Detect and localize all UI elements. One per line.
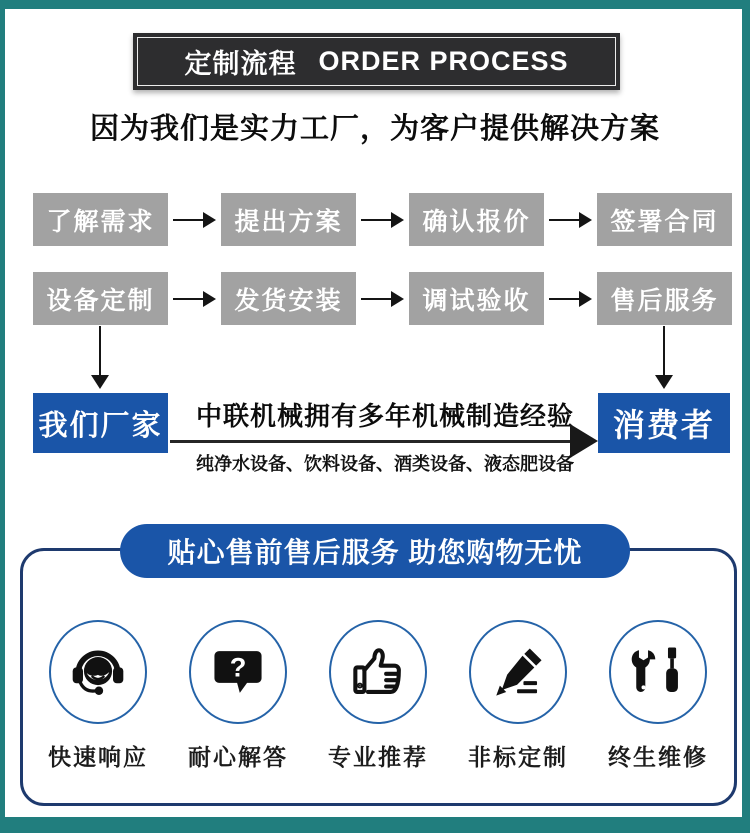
frame-bottom (0, 817, 750, 833)
flow-step: 调试验收 (409, 272, 544, 325)
service-item (448, 620, 588, 772)
service-label: 快速响应 (48, 744, 148, 770)
service-label: 专业推荐 (328, 744, 428, 770)
flow-step: 设备定制 (33, 272, 168, 325)
arrow-right-icon (356, 291, 409, 307)
section-title-en: ORDER PROCESS (318, 46, 569, 76)
arrow-right-icon (168, 212, 221, 228)
consumer-box: 消费者 (598, 393, 730, 453)
arrow-down-icon (90, 326, 110, 389)
arrow-right-icon (168, 291, 221, 307)
factory-to-consumer-arrow-line (170, 440, 572, 443)
flow-step: 售后服务 (597, 272, 732, 325)
flow-step: 提出方案 (221, 193, 356, 246)
service-items-row (28, 620, 728, 772)
flow-step: 发货安装 (221, 272, 356, 325)
flow-row-1 (33, 193, 732, 246)
arrow-right-icon (356, 212, 409, 228)
question-bubble-icon (189, 620, 287, 724)
section-title-box (133, 33, 620, 90)
bridge-title: 中联机械拥有多年机械制造经验 (195, 401, 574, 431)
service-item (308, 620, 448, 772)
arrow-right-icon (544, 212, 597, 228)
svg-text:?: ? (229, 651, 247, 683)
pencil-icon (469, 620, 567, 724)
section-title-cn: 定制流程 (184, 49, 297, 79)
section-subtitle: 因为我们是实力工厂，为客户提供解决方案 (89, 113, 660, 145)
frame-top (0, 0, 750, 9)
factory-box: 我们厂家 (33, 393, 168, 453)
service-item (588, 620, 728, 772)
thumbs-up-icon (329, 620, 427, 724)
arrow-down-icon (654, 326, 674, 389)
service-label: 耐心解答 (188, 744, 288, 770)
service-label: 非标定制 (468, 744, 568, 770)
bridge-subtitle: 纯净水设备、饮料设备、酒类设备、液态肥设备 (196, 454, 574, 474)
section-title (137, 37, 616, 86)
flow-row-2 (33, 272, 732, 325)
flow-step: 签署合同 (597, 193, 732, 246)
service-banner: 贴心售前售后服务 助您购物无忧 (120, 524, 630, 578)
service-label: 终生维修 (608, 744, 708, 770)
arrow-right-icon (544, 291, 597, 307)
service-item (168, 620, 308, 772)
flow-step: 了解需求 (33, 193, 168, 246)
service-item (28, 620, 168, 772)
flow-step: 确认报价 (409, 193, 544, 246)
wrench-screwdriver-icon (609, 620, 707, 724)
headset-agent-icon (49, 620, 147, 724)
